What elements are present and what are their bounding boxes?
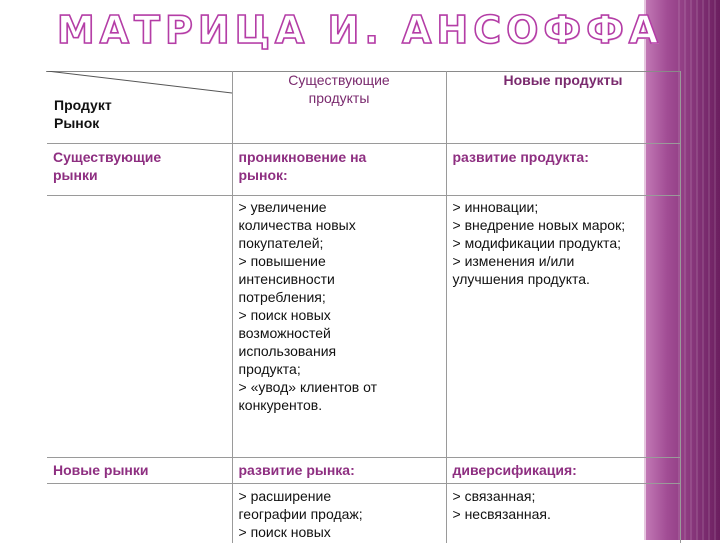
page-title bbox=[0, 8, 720, 52]
list-item: > связанная; bbox=[452, 487, 536, 504]
page-title-text: МАТРИЦА И. АНСОФФА bbox=[56, 8, 664, 52]
cell-new-markets bbox=[47, 457, 232, 483]
list-item: количества новых bbox=[238, 216, 356, 233]
corner-labels bbox=[54, 96, 112, 132]
side-bar-stripes bbox=[678, 0, 718, 540]
list-item: > «увод» клиентов от bbox=[238, 378, 378, 395]
header-row bbox=[47, 71, 680, 143]
cell-product-dev-items bbox=[446, 195, 680, 457]
existing-markets-line2: рынки bbox=[53, 166, 98, 183]
list-item: > несвязанная. bbox=[452, 505, 551, 522]
cell-empty-2 bbox=[47, 483, 232, 543]
cell-diversification bbox=[446, 457, 680, 483]
row-new-markets-label bbox=[47, 457, 680, 483]
market-development-label: развитие рынка: bbox=[238, 461, 355, 478]
cell-market-development bbox=[232, 457, 446, 483]
cell-existing-markets bbox=[47, 143, 232, 195]
row-existing-markets-label bbox=[47, 143, 680, 195]
list-item: > увеличение bbox=[238, 198, 327, 215]
list-item: > инновации; bbox=[452, 198, 539, 215]
corner-cell bbox=[47, 71, 232, 143]
list-item: использования bbox=[238, 342, 337, 359]
list-item: > повышение bbox=[238, 252, 326, 269]
cell-market-penetration bbox=[232, 143, 446, 195]
market-penetration-line1: проникновение на bbox=[238, 148, 367, 165]
row-new-markets-details bbox=[47, 483, 680, 543]
list-item: потребления; bbox=[238, 288, 326, 305]
list-item: возможностей bbox=[238, 324, 331, 341]
existing-markets-line1: Существующие bbox=[53, 148, 162, 165]
new-markets-label: Новые рынки bbox=[53, 461, 149, 478]
list-item: > модификации продукта; bbox=[452, 234, 621, 251]
header-new-label: Новые продукты bbox=[503, 72, 623, 88]
cell-penetration-items bbox=[232, 195, 446, 457]
ansoff-matrix-table bbox=[47, 71, 681, 543]
list-item: продукта; bbox=[238, 360, 301, 377]
cell-product-development bbox=[446, 143, 680, 195]
list-item: > поиск новых bbox=[238, 523, 331, 540]
cell-market-dev-items bbox=[232, 483, 446, 543]
list-item: конкурентов. bbox=[238, 396, 323, 413]
cell-diversification-items bbox=[446, 483, 680, 543]
list-item: > поиск новых bbox=[238, 306, 331, 323]
list-item: географии продаж; bbox=[238, 505, 363, 522]
cell-empty-1 bbox=[47, 195, 232, 457]
list-item: > изменения и/или bbox=[452, 252, 575, 269]
header-existing-products bbox=[232, 71, 446, 143]
header-existing-line2: продукты bbox=[308, 90, 370, 106]
list-item: покупателей; bbox=[238, 234, 324, 251]
list-item: > расширение bbox=[238, 487, 332, 504]
list-item: > внедрение новых марок; bbox=[452, 216, 626, 233]
header-new-products bbox=[446, 71, 680, 143]
product-development-label: развитие продукта: bbox=[452, 148, 589, 165]
list-item: улучшения продукта. bbox=[452, 270, 590, 287]
row-existing-markets-details bbox=[47, 195, 680, 457]
corner-label-product: Продукт bbox=[54, 97, 112, 113]
diversification-label: диверсификация: bbox=[452, 461, 577, 478]
corner-label-market: Рынок bbox=[54, 115, 100, 131]
list-item: интенсивности bbox=[238, 270, 335, 287]
header-existing-line1: Существующие bbox=[288, 72, 390, 88]
market-penetration-line2: рынок: bbox=[238, 166, 288, 183]
